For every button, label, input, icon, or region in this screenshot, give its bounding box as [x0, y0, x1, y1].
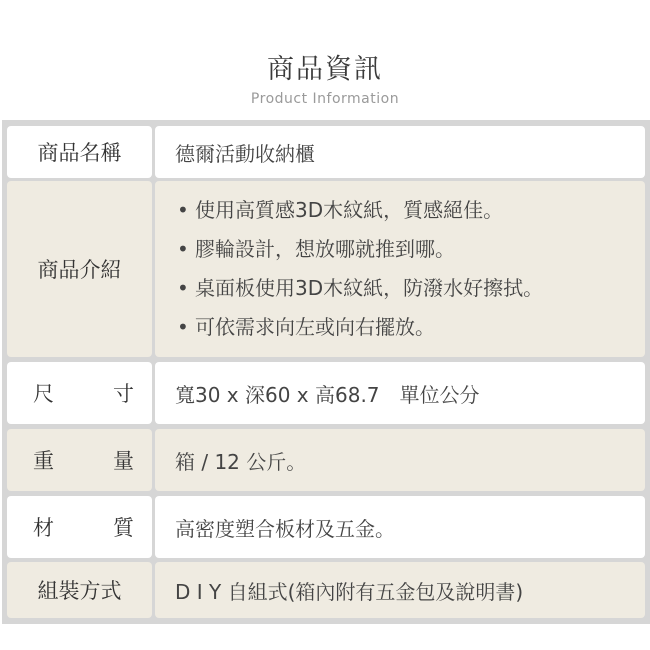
label-weight [7, 429, 152, 491]
label-product-intro: 商品介紹 [7, 181, 152, 357]
value-dimensions: 寬30 x 深60 x 高68.7 單位公分 [155, 362, 645, 424]
value-product-intro [155, 181, 645, 357]
intro-bullet: • 使用高質感3D木紋紙，質感絕佳。 [175, 191, 543, 230]
row-dimensions [7, 362, 645, 424]
intro-bullet: • 膠輪設計，想放哪就推到哪。 [175, 230, 543, 269]
row-weight [7, 429, 645, 491]
label-dimensions-char-2: 寸 [113, 382, 134, 406]
label-assembly: 組裝方式 [7, 562, 152, 618]
row-product-name [7, 126, 645, 178]
row-product-intro [7, 181, 645, 357]
value-material: 高密度塑合板材及五金。 [155, 496, 645, 558]
label-dimensions [7, 362, 152, 424]
value-product-name: 德爾活動收納櫃 [155, 126, 645, 178]
label-dimensions-char-1: 尺 [33, 382, 54, 406]
label-material [7, 496, 152, 558]
value-assembly: D I Y 自組式(箱內附有五金包及說明書) [155, 562, 645, 618]
row-material [7, 496, 645, 558]
intro-bullet-list [175, 191, 543, 347]
intro-bullet: • 桌面板使用3D木紋紙，防潑水好擦拭。 [175, 269, 543, 308]
label-material-char-1: 材 [33, 516, 54, 540]
section-title: 商品資訊 [267, 54, 383, 85]
intro-bullet: • 可依需求向左或向右擺放。 [175, 308, 543, 347]
label-material-char-2: 質 [113, 516, 134, 540]
label-product-name: 商品名稱 [7, 126, 152, 178]
section-header [0, 52, 650, 108]
label-weight-char-2: 量 [113, 449, 134, 473]
label-weight-char-1: 重 [33, 449, 54, 473]
row-assembly [7, 562, 645, 618]
section-subtitle: Product Information [250, 91, 400, 107]
value-weight: 箱 / 12 公斤。 [155, 429, 645, 491]
product-info-table [2, 120, 650, 624]
